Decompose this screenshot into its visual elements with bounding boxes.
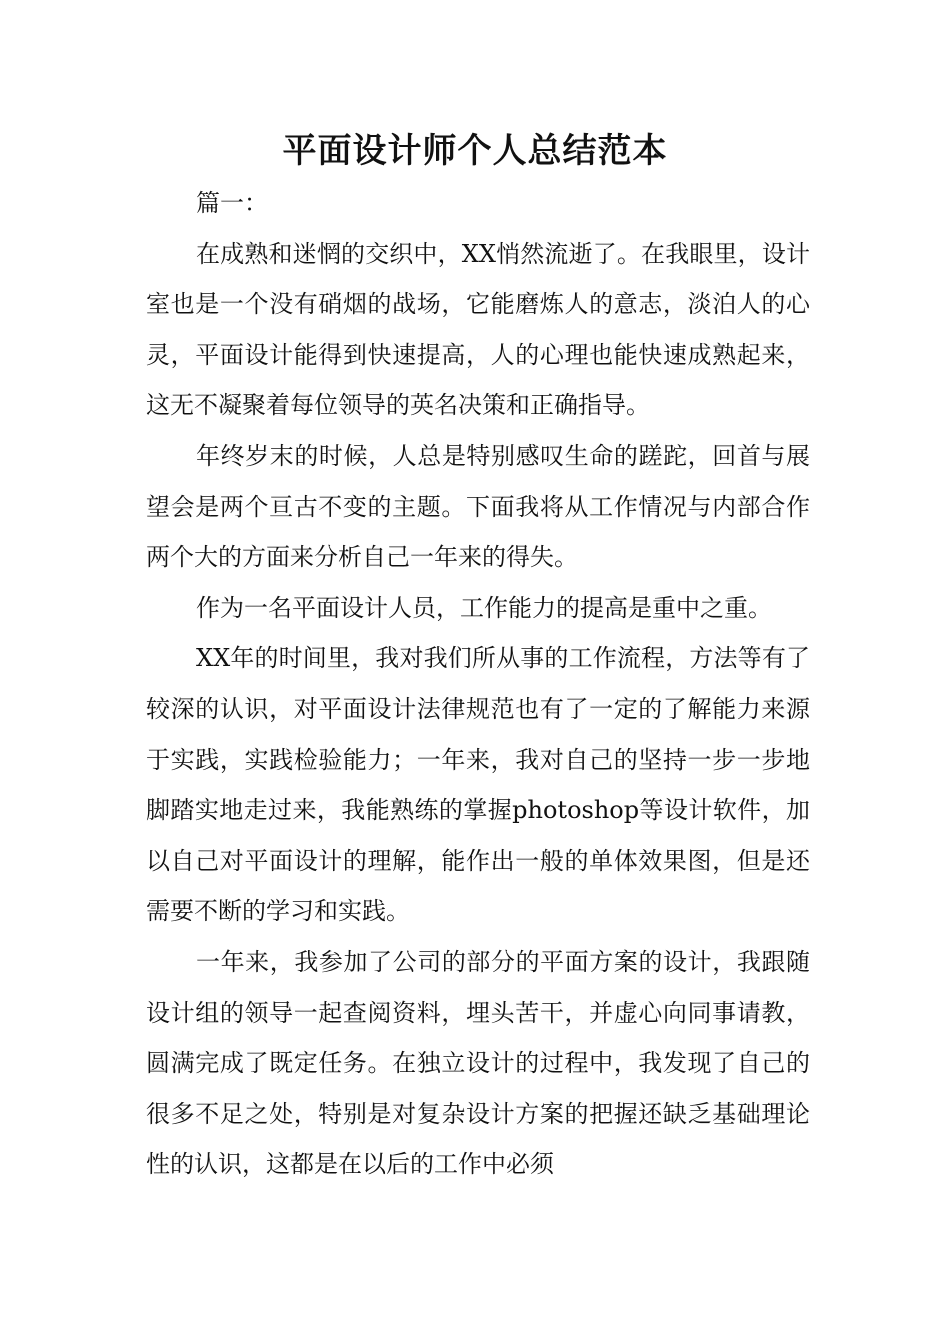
document-title: 平面设计师个人总结范本 bbox=[282, 131, 668, 171]
paragraph-1: 在成熟和迷惘的交织中，XX悄然流逝了。在我眼里，设计室也是一个没有硝烟的战场，它能磨炼人的意志，淡泊人的心灵，平面设计能得到快速提高，人的心理也能快速成熟起来，这无不凝聚着每位领导的英名决策和正确指导。 bbox=[146, 239, 810, 420]
section-label: 篇一： bbox=[196, 189, 268, 217]
paragraph-5: 一年来，我参加了公司的部分的平面方案的设计，我跟随设计组的领导一起查阅资料，埋头苦干，并虚心向同事请教，圆满完成了既定任务。在独立设计的过程中，我发现了自己的很多不足之处，特别是对复杂设计方案的把握还缺乏基础理论性的认识，这都是在以后的工作中必须 bbox=[146, 947, 810, 1179]
paragraph-3: 作为一名平面设计人员，工作能力的提高是重中之重。 bbox=[196, 593, 772, 622]
paragraph-4: XX年的时间里，我对我们所从事的工作流程，方法等有了较深的认识，对平面设计法律规范也有了一定的了解能力来源于实践，实践检验能力；一年来，我对自己的坚持一步一步地脚踏实地走过来，我能熟练的掌握photoshop等设计软件，加以自己对平面设计的理解，能作出一般的单体效果图，但是还需要不断的学习和实践。 bbox=[146, 644, 810, 926]
document-body bbox=[146, 178, 810, 1190]
paragraph-2: 年终岁末的时候，人总是特别感叹生命的蹉跎，回首与展望会是两个亘古不变的主题。下面我将从工作情况与内部合作两个大的方面来分析自己一年来的得失。 bbox=[146, 441, 810, 572]
